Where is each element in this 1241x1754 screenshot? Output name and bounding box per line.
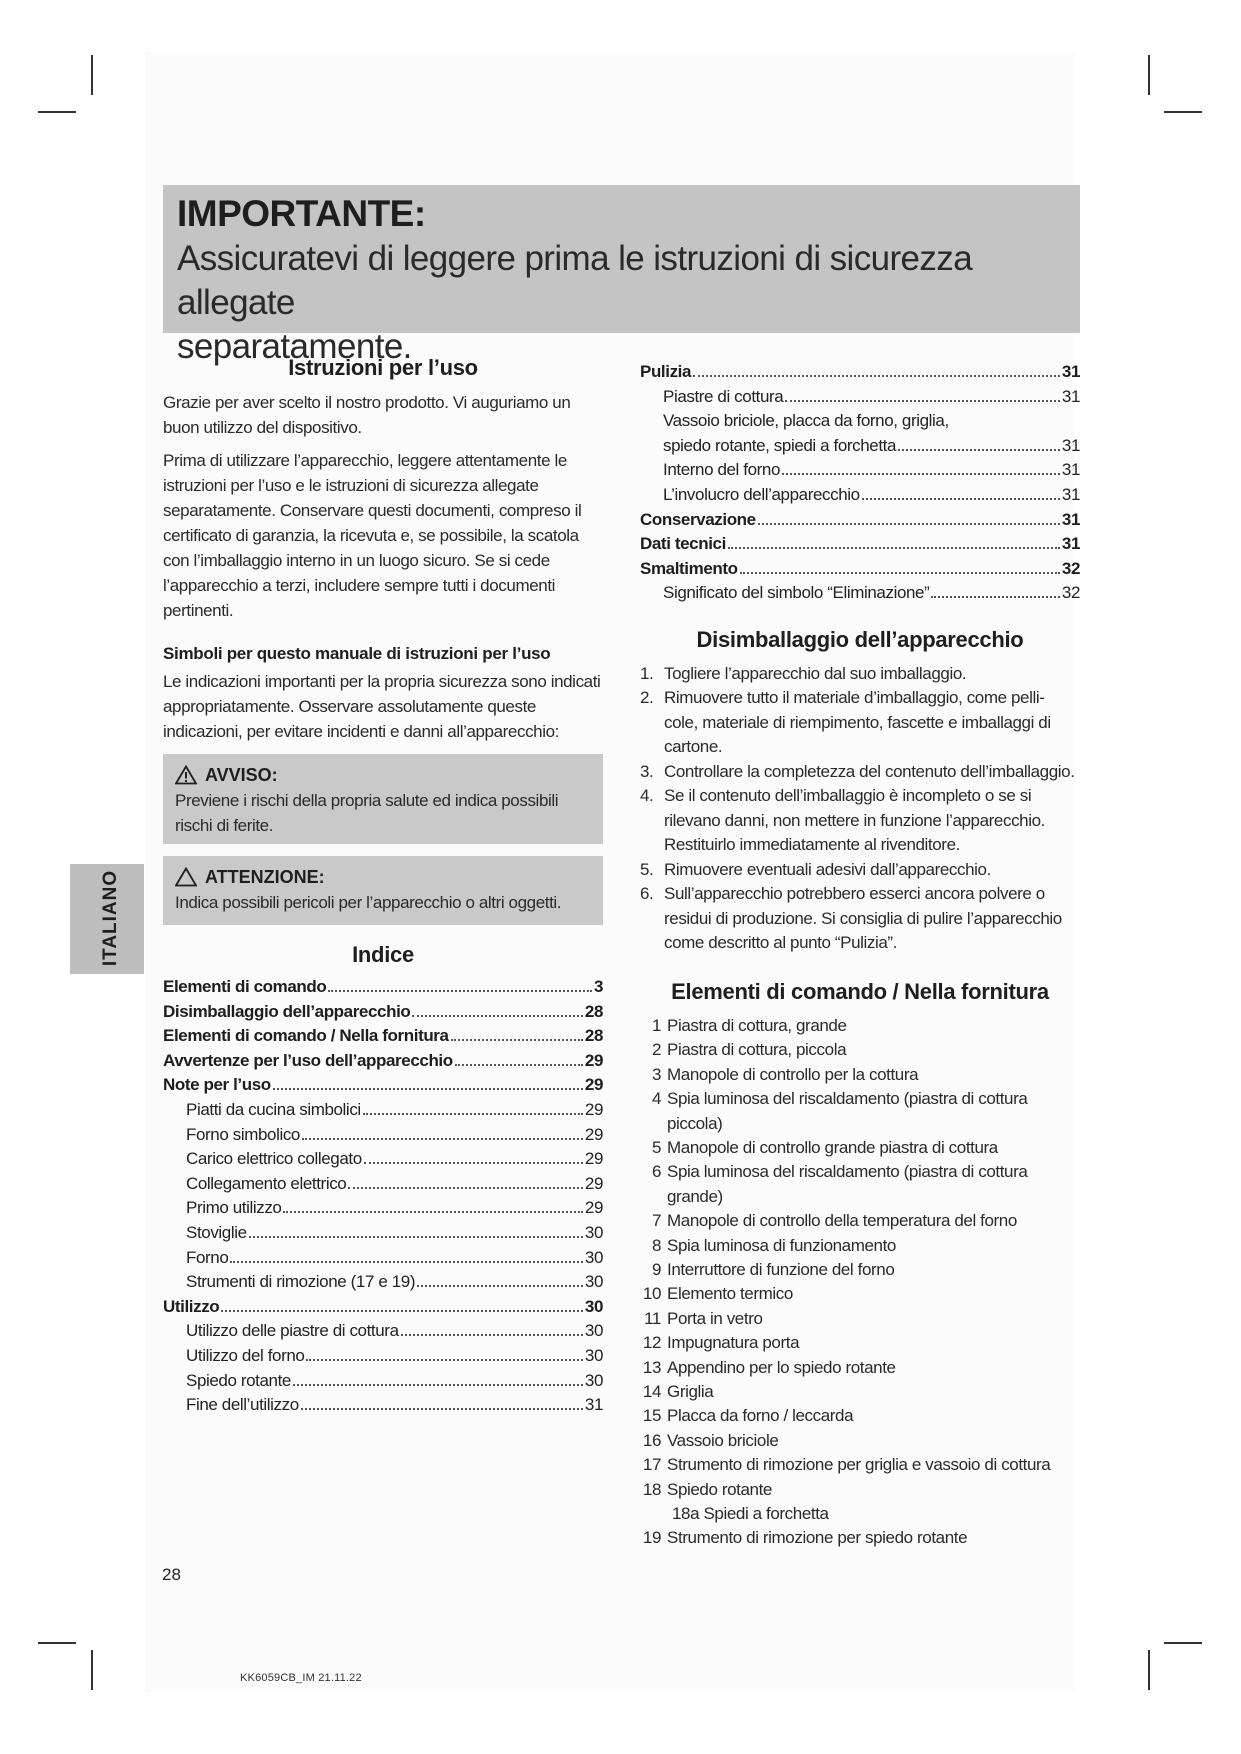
- component-line: Spiedo rotante: [667, 1479, 772, 1499]
- index-row: [163, 1172, 603, 1197]
- index-row-label: Note per l’uso: [163, 1075, 271, 1095]
- component-line: Spia luminosa del riscaldamento (piastra di cottura: [667, 1089, 1028, 1109]
- index-row-page: 31: [1061, 460, 1080, 480]
- left-column: [163, 350, 603, 1418]
- index-row-leader: [451, 1039, 583, 1041]
- caution-text: Indica possibili pericoli per l’apparecchio o altri oggetti.: [175, 893, 562, 912]
- component-item: [640, 1404, 1080, 1428]
- index-row-label: Significato del simbolo “Eliminazione”: [663, 583, 930, 603]
- component-line: Impugnatura porta: [667, 1333, 800, 1353]
- index-row-leader: [230, 1261, 582, 1263]
- component-item: [640, 1356, 1080, 1380]
- component-line: piccola): [667, 1113, 723, 1133]
- index-row-leader: [455, 1064, 583, 1066]
- step-line: Rimuovere eventuali adesivi dall’apparecchio.: [664, 859, 991, 879]
- component-number: 3: [651, 1064, 661, 1084]
- index-row-page: 3: [593, 977, 603, 996]
- component-item: [640, 1282, 1080, 1306]
- index-row: [640, 581, 1080, 606]
- index-row-leader: [862, 498, 1060, 500]
- component-sub-item: 18a Spiedi a forchetta: [672, 1504, 829, 1524]
- index-row-page: 31: [1061, 362, 1080, 381]
- component-line: grande): [667, 1186, 723, 1206]
- index-row: [640, 532, 1080, 557]
- component-number: 19: [642, 1528, 661, 1548]
- index-row: [640, 557, 1080, 582]
- index-row-page: 29: [584, 1075, 603, 1095]
- index-row-leader: [348, 1187, 583, 1189]
- component-number: 9: [651, 1260, 661, 1279]
- unpacking-step: [640, 760, 1080, 785]
- component-text: [667, 1234, 1080, 1258]
- step-text: [664, 784, 1080, 858]
- component-number: 18: [642, 1479, 661, 1499]
- unpacking-steps: [640, 662, 1080, 956]
- footer-code: KK6059CB_IM 21.11.22: [240, 1672, 362, 1684]
- step-line: cartone.: [664, 737, 723, 757]
- index-row-page: 31: [1061, 509, 1080, 529]
- index-row-label: Forno simbolico: [186, 1124, 300, 1144]
- banner-title: IMPORTANTE:: [177, 193, 426, 234]
- index-row: [163, 1270, 603, 1295]
- index-row-leader: [364, 1162, 583, 1164]
- step-text: [664, 760, 1080, 785]
- index-heading: Indice: [352, 942, 414, 967]
- symbols-paragraph: Le indicazioni importanti per la propria sicurezza sono indicati appropriatamente. Osservare assolutamente queste indicazioni, per evitare incidenti e danni all’apparecchio:: [163, 672, 601, 741]
- step-number: 5.: [640, 859, 654, 879]
- component-line: Manopole di controllo per la cottura: [667, 1064, 919, 1084]
- component-text: [667, 1038, 1080, 1062]
- warning-title-row: [175, 762, 591, 788]
- step-line: Controllare la completezza del contenuto dell’imballaggio.: [664, 761, 1075, 781]
- step-line: Se il contenuto dell’imballaggio è incompleto o se si: [664, 786, 1032, 806]
- index-row-leader: [301, 1408, 583, 1410]
- component-line: Interruttore di funzione del forno: [667, 1260, 895, 1279]
- index-row: [163, 1319, 603, 1344]
- component-item: [640, 1331, 1080, 1355]
- index-row: [640, 483, 1080, 508]
- component-text: [667, 1136, 1080, 1160]
- component-number: 17: [642, 1455, 661, 1475]
- index-row-leader: [693, 375, 1060, 377]
- component-item: [640, 1209, 1080, 1233]
- component-number: 1: [651, 1015, 661, 1035]
- component-text: [667, 1160, 1080, 1209]
- index-row-leader: [740, 572, 1060, 574]
- index-row-label: Utilizzo: [163, 1296, 220, 1316]
- crop-mark: [1148, 55, 1150, 95]
- components-heading: Elementi di comando / Nella fornitura: [671, 978, 1049, 1004]
- index-row-leader: [782, 473, 1060, 475]
- step-text: [664, 882, 1080, 956]
- step-number: 1.: [640, 663, 654, 683]
- instructions-heading: Istruzioni per l’uso: [288, 355, 478, 380]
- index-row: [163, 1344, 603, 1369]
- index-row-page: 31: [1061, 435, 1080, 455]
- index-row-label: Carico elettrico collegato: [186, 1149, 362, 1169]
- index-row-label: Avvertenze per l’uso dell’apparecchio: [163, 1050, 453, 1070]
- component-number: 12: [642, 1333, 661, 1353]
- component-line: Manopole di controllo della temperatura del forno: [667, 1211, 1017, 1231]
- index-row-leader: [306, 1359, 582, 1361]
- component-item: [640, 1136, 1080, 1160]
- index-row-page: 31: [1061, 534, 1080, 554]
- component-item: [640, 1429, 1080, 1453]
- component-line: Elemento termico: [667, 1284, 793, 1304]
- right-column: [640, 360, 1080, 1551]
- component-line: Vassoio briciole: [667, 1430, 779, 1450]
- step-text: [664, 662, 1080, 687]
- index-row: [640, 508, 1080, 533]
- index-row-page: 30: [584, 1345, 603, 1365]
- index-row-page: 29: [584, 1099, 603, 1119]
- component-line: Spia luminosa del riscaldamento (piastra di cottura: [667, 1162, 1028, 1182]
- index-row: [163, 1295, 603, 1320]
- unpacking-step: [640, 882, 1080, 956]
- component-text: [667, 1282, 1080, 1306]
- index-row-label: Piatti da cucina simbolici: [186, 1099, 361, 1119]
- component-line: Placca da forno / leccarda: [667, 1406, 854, 1426]
- component-number: 7: [651, 1211, 661, 1231]
- component-text: [667, 1404, 1080, 1428]
- index-row-page: 29: [584, 1050, 603, 1070]
- index-row-page: 30: [584, 1247, 603, 1267]
- crop-mark: [1164, 1642, 1202, 1644]
- index-row: [163, 1000, 603, 1025]
- index-row-label: Dati tecnici: [640, 534, 726, 554]
- index-row-leader: [758, 523, 1060, 525]
- component-item: [640, 1526, 1080, 1550]
- index-row-page: 30: [584, 1321, 603, 1341]
- component-item: [640, 1087, 1080, 1136]
- unpacking-step: [640, 686, 1080, 760]
- index-row-page: 28: [584, 1026, 603, 1046]
- component-text: [667, 1331, 1080, 1355]
- index-row-page: 32: [1061, 558, 1080, 578]
- component-item: [640, 1453, 1080, 1477]
- crop-mark: [1164, 111, 1202, 113]
- index-row-label: Forno: [186, 1247, 229, 1267]
- index-row-leader: [363, 1113, 583, 1115]
- index-row-label: Elementi di comando / Nella fornitura: [163, 1026, 449, 1046]
- component-number: 2: [651, 1040, 661, 1060]
- banner-line-2: separatamente.: [177, 327, 412, 366]
- component-number: 11: [644, 1308, 661, 1328]
- component-text: [667, 1356, 1080, 1380]
- step-line: come descritto al punto “Pulizia”.: [664, 933, 898, 953]
- index-left-list: [163, 975, 603, 1418]
- component-line: Manopole di controllo grande piastra di cottura: [667, 1137, 998, 1157]
- index-row: [163, 1246, 603, 1271]
- index-row: [163, 1393, 603, 1418]
- component-text: Strumento di rimozione per spiedo rotante: [667, 1528, 968, 1548]
- index-row-leader: [401, 1334, 583, 1336]
- component-item: [640, 1160, 1080, 1209]
- component-line: Strumento di rimozione per griglia e vassoio di cottura: [667, 1455, 1051, 1475]
- index-row-label: Disimballaggio dell’apparecchio: [163, 1001, 411, 1021]
- step-line: Sull’apparecchio potrebbero esserci ancora polvere o: [664, 884, 1045, 904]
- component-number: 8: [651, 1235, 661, 1255]
- component-text: [667, 1307, 1080, 1331]
- index-row-page: 30: [584, 1370, 603, 1390]
- index-row: [163, 1196, 603, 1221]
- component-text: [667, 1429, 1080, 1453]
- index-row: [163, 1098, 603, 1123]
- step-number: 2.: [640, 688, 654, 708]
- language-tab-label: ITALIANO: [100, 869, 121, 967]
- step-text: [664, 858, 1080, 883]
- index-right-list: [640, 360, 1080, 606]
- index-row: [163, 1049, 603, 1074]
- index-row-page: 31: [1061, 484, 1080, 504]
- usage-paragraph: Prima di utilizzare l’apparecchio, leggere attentamente le istruzioni per l’uso e le istruzioni di sicurezza allegate separatamente. Conservare questi documenti, compreso il certificato di garanzia, la ricevuta e, se possibile, la scatola con l’imballaggio interno in un luogo sicuro. Se si cede l’apparecchio a terzi, includere sempre tutti i documenti pertinenti.: [163, 451, 582, 620]
- component-number: 16: [642, 1430, 661, 1450]
- warning-box: [163, 754, 603, 844]
- index-row-leader: [302, 1138, 583, 1140]
- index-row: [640, 458, 1080, 483]
- index-row-label: Collegamento elettrico: [186, 1173, 347, 1193]
- index-row-label: Utilizzo del forno: [186, 1345, 305, 1365]
- component-number: 15: [642, 1406, 661, 1426]
- index-row-label: Smaltimento: [640, 558, 738, 578]
- unpacking-step: [640, 662, 1080, 687]
- index-row-leader: [283, 1211, 582, 1213]
- index-row: [163, 1221, 603, 1246]
- index-row-leader: [328, 990, 592, 992]
- symbols-heading: Simboli per questo manuale di istruzioni per l’uso: [163, 644, 551, 663]
- index-row-label: Utilizzo delle piastre di cottura: [186, 1321, 399, 1341]
- index-row-leader: [249, 1236, 583, 1238]
- index-row: [163, 975, 603, 1000]
- component-line: Piastra di cottura, piccola: [667, 1040, 847, 1060]
- component-number: 6: [651, 1162, 661, 1182]
- component-number: 5: [651, 1137, 661, 1157]
- step-line: residui di produzione. Si consiglia di pulire l’apparecchio: [664, 908, 1062, 928]
- component-line: Porta in vetro: [667, 1308, 763, 1328]
- index-row-page: 30: [584, 1222, 603, 1242]
- component-item: [640, 1307, 1080, 1331]
- component-item: [640, 1234, 1080, 1258]
- index-row-leader: [728, 547, 1060, 549]
- component-text: [667, 1063, 1080, 1087]
- step-line: Togliere l’apparecchio dal suo imballaggio.: [664, 663, 967, 683]
- component-item: [640, 1478, 1080, 1502]
- component-number: 14: [642, 1382, 661, 1402]
- banner-line-1: Assicuratevi di leggere prima le istruzioni di sicurezza allegate: [177, 239, 973, 322]
- index-row-label: Spiedo rotante: [186, 1370, 291, 1390]
- index-row-label: Elementi di comando: [163, 977, 327, 996]
- component-text: [667, 1478, 1080, 1502]
- component-line: Griglia: [667, 1382, 714, 1402]
- index-row-label: Strumenti di rimozione (17 e 19): [186, 1272, 416, 1292]
- index-row-label: Fine dell’utilizzo: [186, 1395, 299, 1415]
- crop-mark: [91, 55, 93, 95]
- index-row-page: 31: [584, 1395, 603, 1415]
- component-item: [640, 1258, 1080, 1282]
- important-banner: [163, 185, 1080, 366]
- index-row-label: Interno del forno: [663, 460, 781, 480]
- index-row-leader: [417, 1285, 583, 1287]
- caution-title-row: [175, 864, 591, 890]
- index-row-page: 28: [584, 1001, 603, 1021]
- warning-triangle-icon: [175, 765, 197, 785]
- index-row-leader: [293, 1384, 583, 1386]
- components-list: [640, 1014, 1080, 1502]
- crop-mark: [38, 1642, 76, 1644]
- index-row-label: Stoviglie: [186, 1222, 247, 1242]
- component-item: [640, 1038, 1080, 1062]
- index-row-label: Piastre di cottura: [663, 386, 784, 406]
- warning-text: Previene i rischi della propria salute ed indica possibili rischi di ferite.: [175, 791, 559, 835]
- caution-box: [163, 856, 603, 925]
- index-row: [640, 360, 1080, 385]
- unpacking-step: [640, 858, 1080, 883]
- index-row-label: spiedo rotante, spiedi a forchetta: [663, 435, 897, 455]
- component-text: [667, 1014, 1080, 1038]
- step-line: Restituirlo immediatamente al rivenditore.: [664, 835, 960, 855]
- index-row-page: 30: [584, 1296, 603, 1316]
- unpacking-step: [640, 784, 1080, 858]
- index-row-leader: [273, 1088, 583, 1090]
- step-text: [664, 686, 1080, 760]
- step-line: cole, materiale di riempimento, fascette e imballaggi di: [664, 712, 1051, 732]
- caution-triangle-icon: [175, 867, 197, 887]
- index-row-page: 29: [584, 1198, 603, 1218]
- component-item: [640, 1380, 1080, 1404]
- component-line: Spia luminosa di funzionamento: [667, 1235, 896, 1255]
- step-line: rilevano danni, non mettere in funzione l’apparecchio.: [664, 810, 1045, 830]
- component-text: [667, 1453, 1080, 1477]
- index-row: [163, 1147, 603, 1172]
- index-row-label: Primo utilizzo: [186, 1198, 282, 1218]
- index-row-leader: [785, 400, 1060, 402]
- unpacking-heading: Disimballaggio dell’apparecchio: [696, 626, 1024, 652]
- index-row: [163, 1073, 603, 1098]
- index-row-leader: [412, 1015, 583, 1017]
- index-row-text: Vassoio briciole, placca da forno, griglia,: [663, 411, 949, 431]
- index-row-page: 32: [1061, 583, 1080, 603]
- component-number: 13: [642, 1357, 661, 1377]
- index-row: [163, 1369, 603, 1394]
- step-number: 4.: [640, 786, 654, 806]
- component-line: Piastra di cottura, grande: [667, 1015, 847, 1035]
- component-text: [667, 1209, 1080, 1233]
- warning-title: AVVISO:: [205, 765, 278, 785]
- index-row: [640, 434, 1080, 459]
- index-row: [640, 385, 1080, 410]
- component-text: [667, 1380, 1080, 1404]
- crop-mark: [91, 1650, 93, 1690]
- index-row-label: Conservazione: [640, 509, 756, 529]
- index-row-label: Pulizia: [640, 362, 692, 381]
- crop-mark: [1148, 1650, 1150, 1690]
- component-item: [640, 1014, 1080, 1038]
- component-number: 10: [642, 1284, 661, 1304]
- page-number: 28: [162, 1565, 181, 1584]
- index-row: [163, 1024, 603, 1049]
- index-row-page: 30: [584, 1272, 603, 1292]
- component-item: [640, 1063, 1080, 1087]
- index-row-page: 29: [584, 1124, 603, 1144]
- crop-mark: [38, 111, 76, 113]
- step-number: 3.: [640, 761, 654, 781]
- component-text: [667, 1087, 1080, 1136]
- index-row-label: L’involucro dell’apparecchio: [663, 484, 860, 504]
- index-row-leader: [898, 449, 1060, 451]
- component-text: [667, 1258, 1080, 1282]
- index-row: [163, 1123, 603, 1148]
- component-number: 4: [651, 1089, 661, 1109]
- caution-title: ATTENZIONE:: [205, 867, 325, 887]
- index-row-leader: [221, 1310, 583, 1312]
- step-number: 6.: [640, 884, 654, 904]
- index-row-page: 29: [584, 1173, 603, 1193]
- index-row-page: 29: [584, 1149, 603, 1169]
- step-line: Rimuovere tutto il materiale d’imballaggio, come pelli-: [664, 688, 1045, 708]
- component-line: Appendino per lo spiedo rotante: [667, 1357, 896, 1377]
- index-row-leader: [931, 596, 1060, 598]
- index-row-page: 31: [1061, 386, 1080, 406]
- intro-paragraph: Grazie per aver scelto il nostro prodotto. Vi auguriamo un buon utilizzo del dispositivo.: [163, 393, 571, 437]
